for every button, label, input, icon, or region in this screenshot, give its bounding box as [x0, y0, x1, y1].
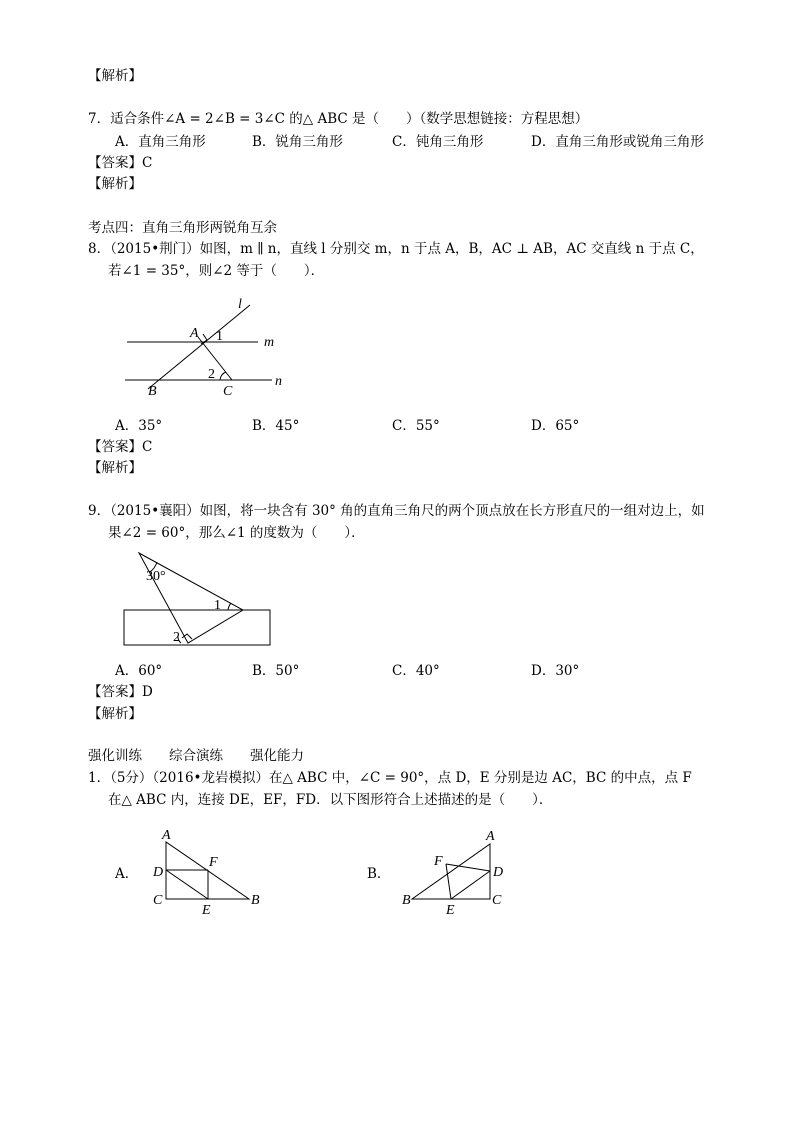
label-m: m: [264, 335, 275, 350]
fig-a-label-c: C: [153, 893, 163, 908]
label-c: C: [223, 384, 233, 399]
fig-b-label-c: C: [492, 893, 502, 908]
q7-option-a: A．直角三角形: [115, 134, 206, 150]
label-n: n: [275, 374, 282, 389]
q8-option-c: C．55°: [392, 418, 440, 434]
question-7-stem: 7．适合条件∠A = 2∠B = 3∠C 的△ ABC 是（ ）（数学思想链接：方程思想）: [88, 111, 589, 127]
q9-option-c: C．40°: [392, 663, 440, 679]
q8-right-angle-mark: [201, 334, 207, 344]
q7-option-b: B．锐角三角形: [252, 134, 343, 150]
q7-answer: 【答案】C: [88, 155, 153, 171]
practice-1-stem-line1: 1．（5分）（2016•龙岩模拟）在△ ABC 中，∠C = 90°，点 D，E 分别是边 AC，BC 的中点，点 F: [88, 770, 692, 786]
p1-option-b-label: B．: [367, 866, 391, 882]
label-angle-1: 1: [214, 598, 221, 613]
fig-a-de: [166, 870, 208, 899]
section-4-title: 考点四：直角三角形两锐角互余: [88, 220, 277, 236]
fig-b-ed: [451, 871, 490, 899]
line-l: [148, 305, 250, 389]
fig-a-label-d: D: [153, 865, 164, 880]
q9-right-angle-mark: [182, 634, 192, 639]
question-8-stem-line1: 8．（2015•荆门）如图，m ∥ n，直线 l 分别交 m，n 于点 A，B，AC ⊥ AB，AC 交直线 n 于点 C，: [88, 241, 704, 257]
label-b: B: [148, 384, 157, 399]
q9-answer: 【答案】D: [88, 684, 153, 700]
label-a: A: [190, 326, 199, 341]
q8-analysis: 【解析】: [88, 460, 142, 476]
question-9-stem-line1: 9．（2015•襄阳）如图，将一块含有 30° 角的直角三角尺的两个顶点放在长方形直尺的一组对边上，如: [88, 503, 705, 519]
q9-angle-2-arc: [178, 636, 181, 643]
fig-b-triangle: [412, 844, 490, 899]
q8-option-d: D．65°: [531, 418, 580, 434]
label-30-degrees: 30°: [146, 569, 166, 584]
fig-a-label-f: F: [209, 855, 218, 870]
fig-a-label-a: A: [162, 828, 171, 843]
fig-a-label-b: B: [251, 893, 260, 908]
fig-a-label-e: E: [202, 903, 211, 918]
q8-angle-2-arc: [220, 372, 226, 380]
fig-b-fe: [446, 864, 451, 899]
q8-answer: 【答案】C: [88, 439, 153, 455]
q9-30-degree-arc: [150, 562, 157, 572]
p1-option-a-label: A．: [115, 866, 139, 882]
label-l: l: [238, 297, 242, 312]
analysis-label: 【解析】: [88, 68, 142, 84]
fig-b-label-d: D: [493, 865, 504, 880]
fig-b-label-a: A: [486, 829, 495, 844]
q9-analysis: 【解析】: [88, 706, 142, 722]
q7-option-c: C．钝角三角形: [392, 134, 484, 150]
q8-option-a: A．35°: [115, 418, 163, 434]
segment-ac: [198, 337, 232, 380]
q7-option-d: D．直角三角形或锐角三角形: [531, 134, 704, 150]
fig-b-label-e: E: [446, 903, 455, 918]
label-angle-2: 2: [208, 367, 215, 382]
q9-angle-1-arc: [228, 603, 231, 610]
fig-b-fd: [446, 864, 490, 871]
q7-analysis: 【解析】: [88, 176, 142, 192]
q9-option-d: D．30°: [531, 663, 580, 679]
fig-b-label-b: B: [402, 893, 411, 908]
ruler-rectangle: [124, 610, 270, 645]
q9-option-a: A．60°: [115, 663, 163, 679]
question-8-stem-line2: 若∠1 = 35°，则∠2 等于（ ）．: [108, 263, 325, 279]
set-square-triangle: [139, 553, 243, 643]
q9-option-b: B．50°: [252, 663, 300, 679]
label-angle-1: 1: [216, 329, 223, 344]
fig-a-triangle: [166, 842, 249, 899]
q8-option-b: B．45°: [252, 418, 300, 434]
practice-1-stem-line2: 在△ ABC 内，连接 DE，EF，FD．以下图形符合上述描述的是（ ）．: [108, 792, 553, 808]
label-angle-2: 2: [173, 630, 180, 645]
section-title: 强化训练 综合演练 强化能力: [88, 748, 304, 764]
fig-b-label-f: F: [434, 854, 443, 869]
question-9-stem-line2: 果∠2 = 60°，那么∠1 的度数为（ ）．: [108, 525, 365, 541]
